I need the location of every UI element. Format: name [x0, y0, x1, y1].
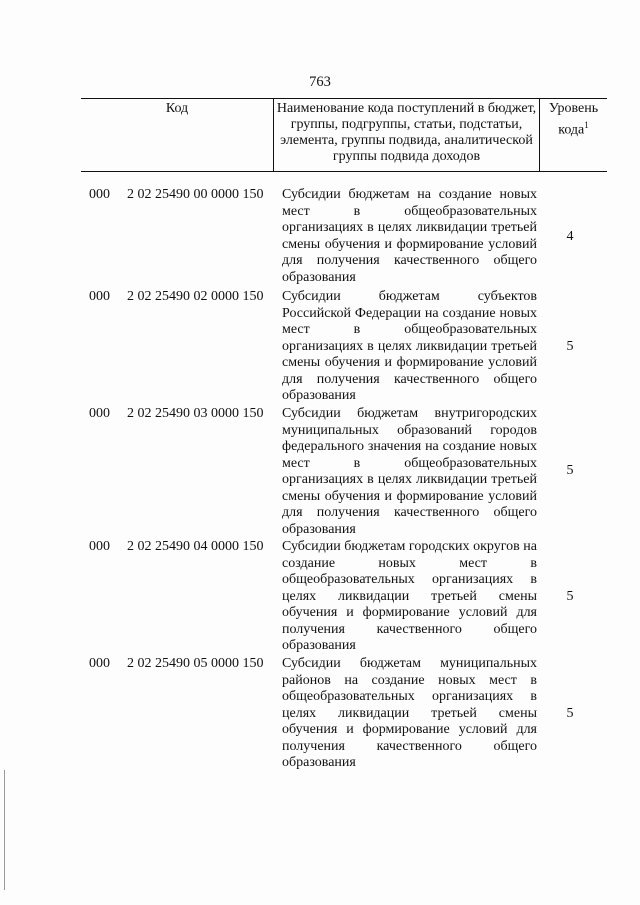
admin-code: 000: [89, 187, 110, 202]
income-code: 2 02 25490 02 0000 150: [127, 289, 264, 304]
table-row: [81, 539, 607, 655]
code-level: 4: [566, 229, 574, 244]
income-name: Субсидии бюджетам субъектов Российской Федерации на создание новых мест в общеобразовательных организациях в целях ликвидации третьей смены обучения и формирование условий для получения качественного общего образования: [282, 289, 537, 403]
income-code: 2 02 25490 03 0000 150: [127, 406, 264, 421]
admin-code: 000: [89, 406, 110, 421]
code-level: 5: [566, 463, 574, 478]
scan-edge-line: [4, 770, 5, 890]
table-row: [81, 187, 607, 287]
income-name: Субсидии бюджетам городских округов на создание новых мест в общеобразовательных организациях в целях ликвидации третьей смены обучения и формирование условий для получения качественного общего образования: [282, 539, 537, 653]
header-level-footnote: 1: [584, 120, 589, 130]
table-row: [81, 656, 607, 772]
header-level: [540, 99, 607, 171]
income-name: Субсидии бюджетам внутригородских муниципальных образований городов федерального значения на создание новых мест в общеобразовательных организациях в целях ликвидации третьей смены обучения и формирование условий для получения качественного общего образования: [282, 406, 537, 537]
admin-code: 000: [89, 656, 110, 671]
header-code: Код: [81, 99, 274, 171]
income-name: Субсидии бюджетам муниципальных районов на создание новых мест в общеобразовательных организациях в целях ликвидации третьей смены обучения и формирование условий для получения качественного общего образования: [282, 656, 537, 770]
income-code: 2 02 25490 04 0000 150: [127, 539, 264, 554]
code-level: 5: [566, 589, 574, 604]
table-row: [81, 289, 607, 405]
page-number: 763: [309, 74, 331, 90]
income-code: 2 02 25490 05 0000 150: [127, 656, 264, 671]
income-code: 2 02 25490 00 0000 150: [127, 187, 264, 202]
code-level: 5: [566, 339, 574, 354]
code-level: 5: [566, 706, 574, 721]
table-header: [81, 98, 607, 172]
header-name: Наименование кода поступлений в бюджет, группы, подгруппы, статьи, подстатьи, элемента, группы подвида, аналитической группы подвида доходов: [274, 99, 540, 171]
header-level-text: Уровень кода: [548, 101, 599, 138]
table-row: [81, 406, 607, 539]
income-name: Субсидии бюджетам на создание новых мест в общеобразовательных организациях в целях ликвидации третьей смены обучения и формирование условий для получения качественного общего образования: [282, 187, 537, 285]
admin-code: 000: [89, 289, 110, 304]
admin-code: 000: [89, 539, 110, 554]
